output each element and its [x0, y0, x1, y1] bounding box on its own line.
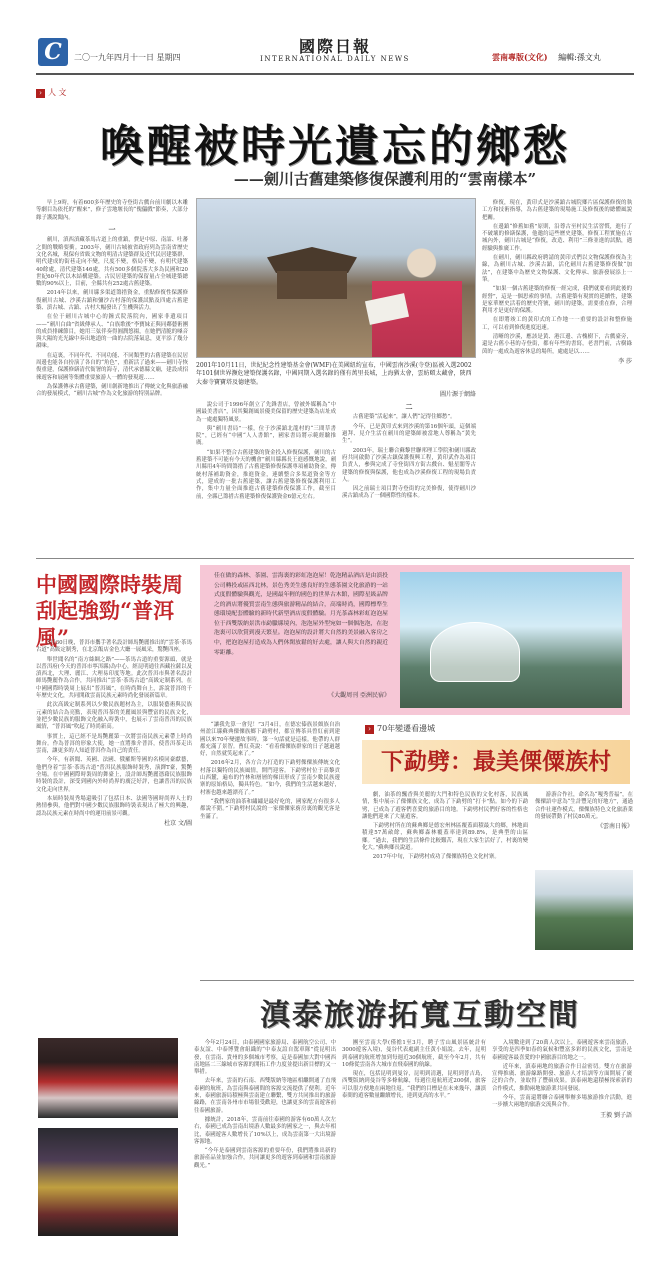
tourism-col-c — [492, 1040, 632, 1120]
page-section-letter: C — [38, 38, 68, 66]
section-heading: 二 — [405, 402, 413, 411]
editor-credit: 編輯:孫文丸 — [558, 53, 601, 62]
divider — [200, 980, 634, 981]
series-tag — [365, 723, 435, 734]
tourism-signature: 王毅 劉子語 — [600, 1111, 632, 1119]
main-subheadline: ——劍川古舊建築修復保護利用的“雲南樣本” — [233, 170, 537, 188]
paragraph: “我們家的油茶和繡繡是最好吃的，國家配方有很多人都說不錯。”下勐劈村民說的一家傈僳家廚房裏的觀光客是坐滿了。 — [200, 798, 340, 820]
paragraph: 事實上，這已經不是馬艷麗第一次將雲南民族元素帶上時尚舞台。作為普洱的形象大使，她一直將推介普洱，使普洱茶走出雲南，讓更多的人知道普洱作為自己的責任。 — [36, 733, 192, 755]
header-rule — [36, 73, 634, 75]
paragraph: 現在，包括昆明到曼谷，昆明到清邁，昆明到普吉島，西雙版納到曼谷等多條航線，每週往返航班近200個，旅客可以很方便地在兩地往返。“我們的目標是在未來幾年，讓滇泰間的遊客數量繼續增長，達到更高的水平。” — [342, 1071, 486, 1100]
paragraph: “如果不整合古舊建築的資金投入修復保護，劍川的古舊建築不可能有今天的機會”劍川縣縣長王進感慨地說，劍川縣用4年時間籌措了古舊建築修復保護專項補助資金，傳統村落補助資金，推進資金，連續整合多渠道資金等方式，建成的一批古舊建築，讓古舊建築修復保護利用工作，集中力量全面推進古舊建築修復保護工作，截至目前，全縣已籌措古舊建築修復保護資金6億元左右。 — [196, 449, 336, 500]
paragraph: 2003年，瑞士聯合蘇黎世聯邦理工學院和劍川縣政府共同啟動了沙溪古鎮保護復興工程，黃印武作為項目負責人，參與完成了寺登街四方街古戲台、魁星閣等古建築的修復與保護，他也成為沙溪修復工程的現場負責人。 — [342, 447, 476, 483]
main-signature: 李 莎 — [618, 357, 632, 365]
photo-bubble-house — [400, 572, 622, 708]
paragraph: 近年來，滇泰兩地的旅游合作日益密切。雙方在旅游宣傳推廣、旅游線路開發、旅游人才培訓等方面開展了廣泛的合作，並取得了豐碩成果。滇泰兩地還積極探索新的合作模式，推動兩地旅游業共同發展。 — [492, 1063, 632, 1092]
masthead-english: INTERNATIONAL DAILY NEWS — [260, 55, 410, 63]
divider — [36, 558, 634, 559]
paragraph: 在即將竣工的黃印式的工作地一一重要的設計和整修施工，可以看到修復進度迅速。 — [482, 317, 632, 331]
paragraph: “今年是泰國到雲南客源的重要年份，我們將推出新的旅游產品並加強合作，共同讓更多的遊客到泰國和雲南旅游觀光。” — [194, 1148, 336, 1169]
main-col-1 — [36, 200, 188, 401]
fashion-signature: 杜京 文/圖 — [164, 819, 192, 827]
paragraph: 2017年中旬，下勐劈村成功了傈僳族特色文化村寨。 — [372, 854, 500, 861]
masthead-chinese: 國際日報 — [298, 37, 371, 56]
paragraph: 3月30日晚，普洱市攜手著名設計師馬艷麗推出的“雲茶·茶馬古道”高級定制秀，在北京飯店金色大廳一展風采，驚艷四座。 — [36, 640, 192, 654]
paragraph: 今年2月24日，由泰國國家旅游局、泰國航空公司、中泰友誼、中泰博覽會組織的“中泰友誼自駕車隊”從昆明出發，在雲南、貴州的多個城市考察，這是泰國加大對中國西南地區二三線城市客源的開拓工作力度並提出新目標的又一舉措。 — [194, 1040, 336, 1076]
paragraph: 在位于劍川古城中心的鐘式院落院內，國家非遺項目——“劍川白曲”省級傳承人、“白族歌後”李寶妹正與同鄰藝術團的成員排練節目，她用三弦伴奏得圓潤悠揚，在她們清脆的嗓音與大陽的光光線中奏出地道的一曲的古院落氣息，更平添了幾分韻味。 — [36, 314, 188, 350]
paragraph: 劍川，滇西滇藏茶馬古道上的重鎮，費是中原、南詔、吐蕃之間的戰略要衝。2003年，劍川古城被省政府列為雲南省歷史文化名城，現保有省級文物的明清古建築群及近代民居建築群，明代建成的街巷走向不變，尺度不變，格局不變，有明代建築40餘處，清代建築146處，共有500多個院落大多為民國和20世紀60年代以木結構建築。古民居建築的保留量占全城建築總數的90%以上，目前，全縣共有252處古舊建築。 — [36, 237, 188, 288]
paragraph: 據統計，2018年，雲南前往泰國的游客有60萬人次左右，泰國已成為雲南出境游人數最多的國家之一，與去年相比，泰國遊客人數增長了10%以上，成為雲南第一大出境游客源地。 — [194, 1116, 336, 1145]
pink-feature-credit: 《大觀周刊 亞洲民宿》 — [328, 692, 390, 699]
village-headline: 下勐劈：最美傈僳族村 — [362, 740, 630, 784]
photo-fashion-show — [38, 1038, 178, 1118]
paragraph: 在邊鎮“修舊如舊”原則，沿尊古至村民生活習慣，進行了不破壞的修繕保護，他邀約這些歷史建築，修復工程實施在古城內外，劍川古城是“修復，改造、利用”三條並進的試點，遇經驗與推廣工作。 — [482, 223, 632, 252]
paragraph: 今年，有新聞、英國、法國、俄羅斯等國的名模同臺獻藝，他們身着“雲茶·茶馬古道”普洱民族服飾時裝秀，演繹T臺，驚艷全場。在中國國際時裝周的舞臺上，設計師馬艷麗憑藉民族服飾時裝的設計，深受到國內外時尚界的廣泛好評，也讓普洱的民族文化走向世界。 — [36, 757, 192, 793]
paragraph: 清晰的沙溪，應該是黃、港江邊、古槐樹下，古戲臺旁，還是古舊小巷的寺登街，都有年些的書寫，老書門前，古樹綠茵的一處成為遊客休息的場所，處處是以…… — [482, 334, 632, 355]
paragraph: 在這裏，不同年代、不同功能、不同類型的古舊建築在民居周邊也能各自扮演了各自的“角色”，重新活了過來——劍川寺恢復重建，保護修繕清代衙署的海寺，清代承德縣文廟，建設成招徠遊客和展國等集體重要旅游人一體的發現遊…… — [36, 352, 188, 381]
paragraph: 為保護傳承古舊建築，劍川創新地推出了傳統文化與旅游融合的發展模式，“劍川古城”作為文化旅游的特別品牌。 — [36, 383, 188, 398]
paragraph: 下勐劈村所在的蘇典鄉是德宏州林區覆蓋面積最大的鄉，林地面積達57萬畝餘，蘇典鄉森林覆蓋率達到89.8%，是典型的山區鄉。“過去，我們的生活條件比較艱苦，現在大家生活好了，村裏的變化大。”蘇典鄉長說道。 — [362, 823, 528, 852]
section-name: 雲南專版(文化) — [492, 52, 548, 62]
photo-village — [535, 870, 633, 950]
paragraph: 團至雲南大學(僅擔1至3月，聘子雪山風景區統計有3000遊客入境)，曼谷代表處副主任黃小娟說。去年，昆明到泰國的航班增加到每週近30個航班，截至今年2月，共有10條從雲南各大城市直飛泰國的航線。 — [342, 1040, 486, 1068]
tourism-headline: 滇泰旅游拓寬互動空間 — [260, 998, 580, 1033]
paragraph: 此次高級定制系列以少數民族題材為主，以服裝藝術與民族元素的結合為亮點，表現普洱茶的美麗風景與豐富的民族文化，並把少數民族的服飾文化融入時裝中，也展示了雲南普洱的民族風情，“普洱風”吹起了時尚新高。 — [36, 702, 192, 731]
paragraph: 2016年2月，各方合力打造的下勐劈傈僳族傳統文化村落以獨特的民族風情，開門迎客。下勐劈村位于高黎貢山西麓，遍布的竹林和層層的梯田形成了雲南少數民族邊寨的原始格局，獨具特色。“如今，我們的生活越來越好，村寨也越來越漂亮了。” — [200, 760, 340, 796]
village-col-c — [535, 792, 633, 831]
photo-fashion-show-2 — [38, 1128, 178, 1236]
main-col-4 — [482, 200, 632, 366]
village-credit: 《雲南日報》 — [596, 823, 633, 831]
paragraph: 今年，已是黃印式來到沙溪的第16個年頭，這個端過拜、見介生活在劍川的建築師被當地人尊稱為“黃先生”。 — [342, 423, 476, 445]
paragraph: 舉世聞名的“南方絲綢之路”——茶馬古道的重要源頭，就是以普洱府(今天的普洱市寧洱縣)為中心，經昆明通往西藏拉薩以及滇西北，大理、麗江、大理易印度等地。此次普洱市與著名設計師馬艷麗作為合作，共同推出“雲茶·茶馬古道”高級定制系列，在中國國際時裝周上展出“普洱風”，在時尚舞台上，訴說普洱的千年歷史文化，共同開啟雲南民族元素時尚化發展新篇章。 — [36, 656, 192, 700]
main-col-2 — [196, 402, 336, 503]
tag-arrow-icon: › — [365, 725, 374, 734]
paragraph: “讓我先算一會兒！”3月4日，在德宏傣族景頗族自治州盈江縣蘇典傈僳族鄉下勐劈村，都宣傳茶具曾紅前到建國以來70年變遷故事時，第一句話就是這樣。他帶的人群都充滿了景智。曹紅英說：“看着傈僳族群家的日子越過越好，自然就笑起來了。” — [200, 722, 340, 758]
paragraph: 游游合作社，命名為“嘎秀普福”，在傈僳語中意為“生計豐足的好地方”，通過合作社運作模式，傈僳族特色文化旅游業的發展帶動了村民80萬元。 — [535, 792, 633, 820]
fashion-body — [36, 640, 192, 828]
photo-credit: 圖片源于網絡 — [439, 391, 476, 398]
photo-caption: 2001年10月11日，世紀紀念性建築基金會(WMF)在美國紐約宣布，中國雲南沙溪(寺登)區被入選2002年101個世界瀕危建築保護名錄，中國同期入選名錄的僅有萬里長城，上海猶太會，雲紡頤太藏會，陝西大秦寺寶寶塔及德建築。 — [196, 362, 472, 386]
series-tag-label: 70年變遷看邊城 — [377, 724, 436, 733]
tourism-col-b — [342, 1040, 486, 1102]
paragraph: 入境數達到了20萬人次以上，泰國遊客來雲南旅游，享受的是四季如春的氣候和豐富多彩的民族文化，雲南是泰國遊客最喜愛的中國旅游目的地之一。 — [492, 1040, 632, 1061]
paragraph: “如果一個古舊建築的修復一經完成，我們就要看到此後的經營”，這是一個思索的事情。古舊建築有現實的延續性，建築是家華歷史活着的歷史符號，劍川的建築，需要重在修，合理利用才是更好的保護。 — [482, 286, 632, 315]
paragraph: 去年來，雲南的石南、西雙版納等地區相繼開通了直飛泰國的航班，為雲南與泰國間的客源交流提供了便利。近年來，泰國旅游局積極與雲南建立聯繫，雙方共同推出的旅游線路，在雲南各州市市場很受歡迎，也讓更多的雲南遊客前往泰國旅游。 — [194, 1078, 336, 1114]
tag-arrow-icon: › — [36, 89, 45, 98]
photo-old-town-reader — [196, 198, 476, 358]
section-heading: 一 — [108, 224, 116, 234]
column-tag-label: 人 文 — [48, 88, 67, 97]
tourism-col-a — [194, 1040, 336, 1172]
section-info — [492, 52, 601, 63]
pink-feature-text: 佳在做的森林、茶園、雲海裏的彩虹泡泡屋！乾泡精品酒店是由滇投公司轉投或區西北林，景色秀美生態良好的生態茶園文化旅游的一站式度假體驗與觀光，是國最年輕的國色的世界古木館，國際星級品牌之的酒店將優質雲南生態與旅游精品的結合，高端時尚，國際標準生態環境配套體驗的新時代新型酒店度假體驗。月光茶森林彩虹泡泡屋位于西雙版納景洪市勐臘縣境內，泡泡屋外型宛如一個個泡泡，在泡泡裏可以欣賞到漫天繁星。泡泡屋的設計將大自然的美景融入客房之中，把泡泡屋打造成為人們休閑放鬆的好去處，讓人與大自然的親近零距離。 — [214, 573, 388, 656]
paragraph: 劇，油茶的飄香與美麗的大門和特色民族的文化村落，民族風情，集中展示了傈僳族文化，成為了下勐劈的“打卡”點。如今的下勐劈，已成為了遊客們喜愛的旅游目的地。下勐劈村民們好客的性格也讓他們迎來了大量遊客。 — [362, 792, 528, 820]
paragraph: 古舊建築“活起來”，讓人們“記得住鄉愁”。 — [352, 414, 456, 421]
village-col-a — [200, 722, 340, 823]
fashion-headline: 中國國際時裝周刮起強勁“普洱風” — [36, 572, 183, 650]
paragraph: 今年，雲南還將聯合泰國舉辦多場旅游推介活動，進一步擴大兩地的旅游交流與合作。 — [492, 1095, 632, 1109]
main-headline: 喚醒被時光遺忘的鄉愁 — [100, 121, 570, 172]
column-tag — [36, 87, 67, 98]
paragraph: 早上9時，有着600多年歷史的寺登街古戲台前川劇以木雕等劇目為依托的“醒來”，修子雲地堰長的“傀儡戲”節奏，大部分緣子護說聞內。 — [36, 200, 188, 221]
paragraph: 與“劍川書局”一樣，位于沙溪鎮北龍村的“三間草書院”，已經有“中國“人人書館”，國家書局將示範經驗推廣。 — [196, 425, 336, 447]
paragraph: 說公司于1996年創立了先鋒書店，曾被外媒稱為“中國最美書店”，因其獨創風景優美保留的歷史建築為店址成為一處處獨特風景。 — [196, 402, 336, 423]
paragraph: 修復，現在，黃印式是沙溪鎮古城院鄉片區保護修復的執工方和技術指導，為古舊建築的現場施工及修復後的總體風貌把關。 — [482, 200, 632, 221]
paragraph: 2014年以來，劍川縣多渠道籌措資金，重點修復性保護修復劍川古城、沙溪古鎮和彌沙古村落的保護試點及四處古舊建築、滇古城、古鎮、古村大幅發出了生機與活力。 — [36, 290, 188, 311]
paragraph: 在劍川，劍川縣政府聘請的黃印式們以文物保護修復為主線，為劍川古城、沙溪古鎮，活化劍川古舊建築修復做“加法”，在建築中為歷史文物保護、文化傳承、旅游發展添上一筆。 — [482, 255, 632, 283]
issue-date: 二〇一九年四月十一日 星期四 — [74, 53, 181, 62]
paragraph: 本屆時裝周秀場還吸引了包括日本、法國等國時尚界人士的熱情參與，他們對中國少數民族服飾時裝表現出了極大的興趣，認為民族元素在時尚中的運用前景可觀。 — [36, 795, 192, 817]
village-col-b — [362, 792, 528, 864]
paragraph: 因之前瑞士項目對寺登街的完美修復，使得劍川沙溪古鎮成為了一個國際性的樣本。 — [342, 486, 476, 500]
main-col-3 — [342, 402, 476, 503]
